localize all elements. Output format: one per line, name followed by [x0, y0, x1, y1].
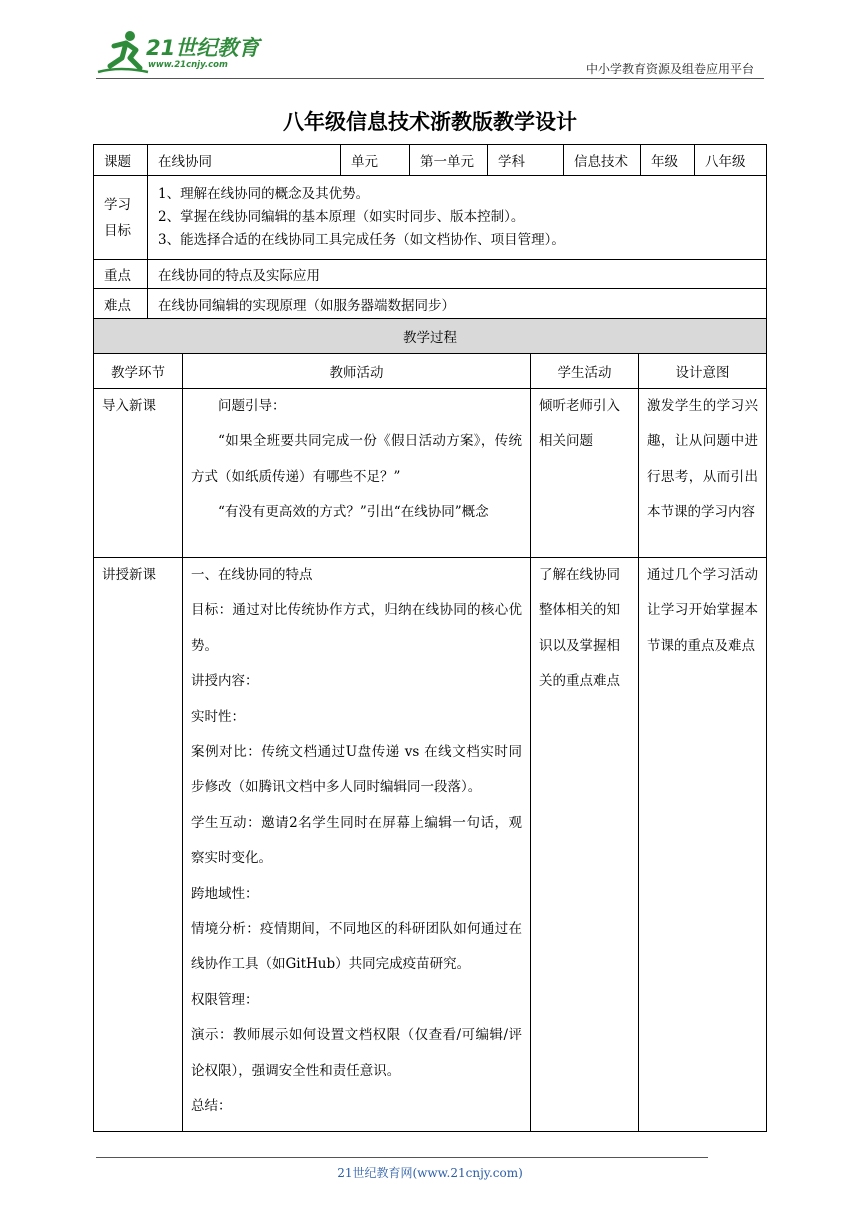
unit-value: 第一单元 [410, 145, 488, 176]
difficulty-text: 在线协同编辑的实现原理（如服务器端数据同步） [148, 289, 767, 319]
objective-item: 3、能选择合适的在线协同工具完成任务（如文档协作、项目管理）。 [158, 232, 565, 248]
difficulty-row [94, 289, 767, 319]
teacher-line: 问题引导： [218, 398, 286, 414]
objective-item: 2、掌握在线协同编辑的基本原理（如实时同步、版本控制）。 [158, 209, 525, 225]
unit-label: 单元 [341, 145, 410, 176]
topic-label: 课题 [94, 145, 148, 176]
stage-text: 讲授新课 [102, 567, 156, 583]
process-row-intro [94, 389, 767, 558]
logo [96, 28, 266, 78]
subject-value: 信息技术 [564, 145, 641, 176]
objective-item: 1、理解在线协同的概念及其优势。 [158, 186, 370, 202]
logo-text: 21世纪教育 [146, 36, 260, 60]
page-header [0, 0, 860, 90]
difficulty-label: 难点 [94, 289, 148, 319]
info-table [93, 144, 767, 319]
key-point-row [94, 260, 767, 289]
intent-text: 通过几个学习活动让学习开始掌握本节课的重点及难点 [647, 567, 758, 654]
teacher-line: 情境分析：疫情期间，不同地区的科研团队如何通过在线协作工具（如GitHub）共同完成疫苗研究。 [191, 921, 522, 973]
header-divider [96, 78, 764, 79]
column-header-intent: 设计意图 [639, 354, 767, 389]
platform-name: 中小学教育资源及组卷应用平台 [585, 62, 754, 76]
process-title: 教学过程 [94, 319, 767, 354]
objectives-row [94, 176, 767, 260]
topic-value: 在线协同 [148, 145, 341, 176]
teacher-line: 权限管理： [191, 991, 259, 1008]
stage-cell [94, 389, 183, 558]
info-row [94, 145, 767, 176]
teacher-line: 讲授内容： [191, 673, 259, 690]
page-title: 八年级信息技术浙教版教学设计 [283, 110, 577, 134]
key-point-label: 重点 [94, 260, 148, 289]
column-header-student: 学生活动 [531, 354, 639, 389]
grade-label: 年级 [641, 145, 695, 176]
process-row-teaching [94, 558, 767, 1132]
teacher-line: 总结： [191, 1098, 232, 1115]
teacher-line: 演示：教师展示如何设置文档权限（仅查看/可编辑/评论权限），强调安全性和责任意识。 [191, 1027, 522, 1079]
teacher-line: 目标：通过对比传统协作方式，归纳在线协同的核心优势。 [191, 602, 522, 654]
stage-text: 导入新课 [102, 398, 156, 414]
student-cell [531, 389, 639, 558]
teacher-line: 一、在线协同的特点 [191, 567, 313, 583]
footer-divider [96, 1157, 708, 1158]
intent-cell [639, 389, 767, 558]
footer-text: 21世纪教育网(www.21cnjy.com) [337, 1166, 523, 1180]
column-header-stage: 教学环节 [94, 354, 183, 389]
teacher-line: “如果全班要共同完成一份《假日活动方案》，传统方式（如纸质传递）有哪些不足？” [191, 433, 522, 485]
student-text: 倾听老师引入相关问题 [539, 398, 620, 450]
process-column-headers [94, 354, 767, 389]
stage-cell [94, 558, 183, 1132]
key-point-text: 在线协同的特点及实际应用 [148, 260, 767, 289]
teacher-line: 跨地域性： [191, 885, 259, 902]
intent-cell [639, 558, 767, 1132]
teacher-line: 案例对比：传统文档通过U盘传递 vs 在线文档实时同步修改（如腾讯文档中多人同时编辑同一段落）。 [191, 744, 522, 796]
grade-value: 八年级 [695, 145, 767, 176]
column-header-teacher: 教师活动 [183, 354, 531, 389]
teacher-cell [183, 558, 531, 1132]
teacher-cell [183, 389, 531, 558]
teacher-line: 学生互动：邀请2名学生同时在屏幕上编辑一句话，观察实时变化。 [191, 814, 522, 867]
teacher-line: 实时性： [191, 708, 245, 725]
student-text: 了解在线协同整体相关的知识以及掌握相关的重点难点 [539, 567, 620, 690]
intent-text: 激发学生的学习兴趣，让从问题中进行思考，从而引出本节课的学习内容 [647, 398, 758, 521]
process-title-row [94, 319, 767, 354]
logo-url: www.21cnjy.com [148, 60, 228, 70]
subject-label: 学科 [488, 145, 564, 176]
teacher-line: “有没有更高效的方式？”引出“在线协同”概念 [218, 504, 489, 521]
student-cell [531, 558, 639, 1132]
objectives-label: 学习目标 [94, 176, 148, 260]
process-table [93, 318, 767, 1132]
objectives-list [148, 176, 767, 260]
